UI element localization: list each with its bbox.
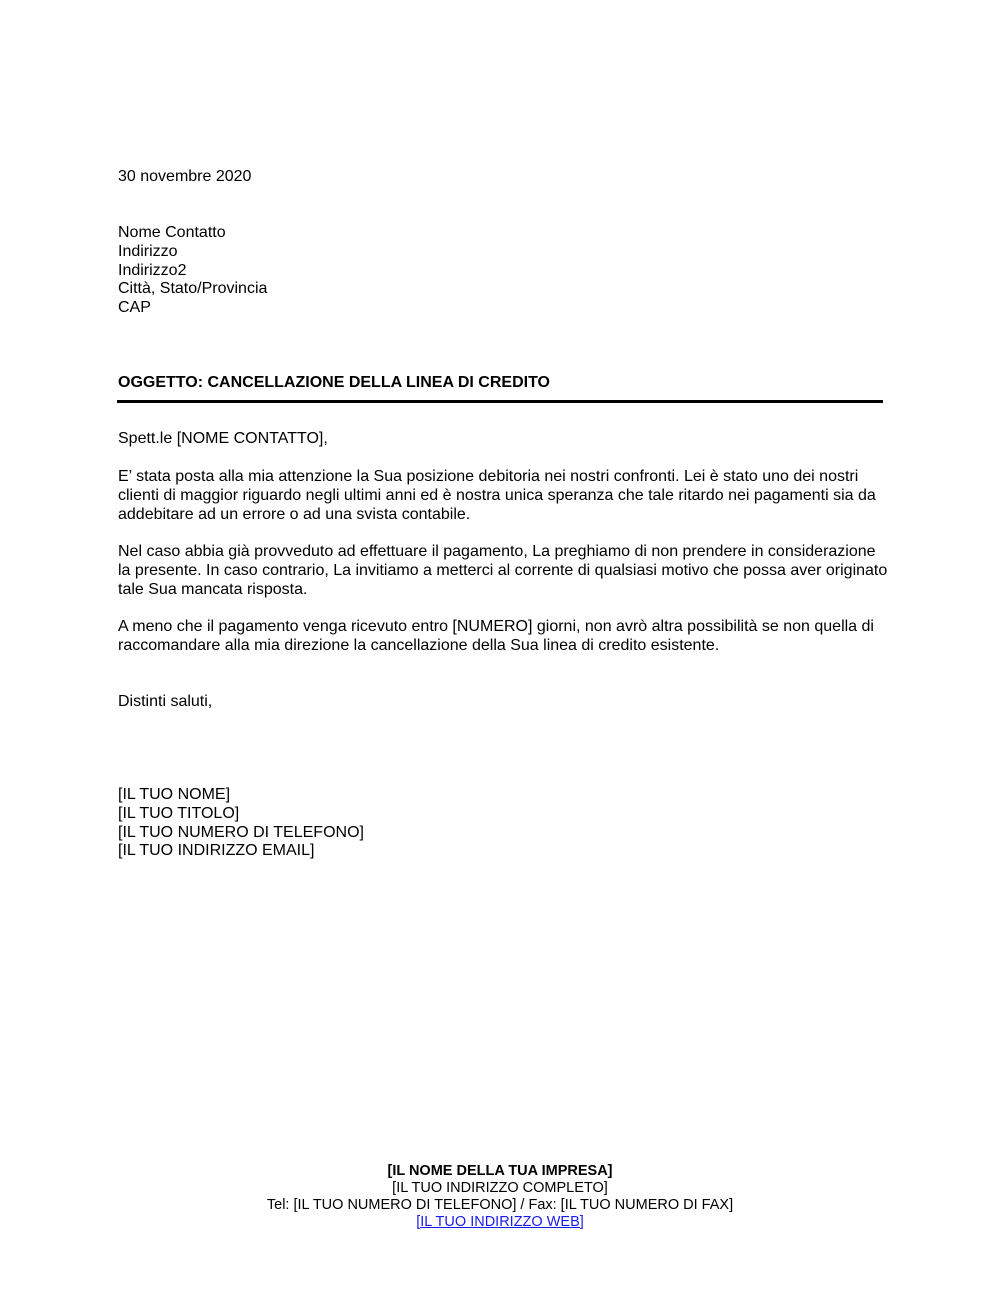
footer-web-link[interactable]: [IL TUO INDIRIZZO WEB] <box>416 1214 584 1230</box>
signature-name: [IL TUO NOME] <box>118 786 231 803</box>
signature-block <box>118 786 364 861</box>
body-paragraph-1: E’ stata posta alla mia attenzione la Sua posizione debitoria nei nostri confronti. Lei è stato uno dei nostri clienti di maggior riguardo negli ultimi anni ed è nostra unica speranza che tale ritardo nei pagamenti sia da addebitare ad un errore o ad una svista contabile. <box>118 468 876 523</box>
recipient-address-line-1: Indirizzo <box>118 242 178 260</box>
closing: Distinti saluti, <box>118 693 213 710</box>
footer-address: [IL TUO INDIRIZZO COMPLETO] <box>392 1180 608 1196</box>
recipient-address <box>118 224 267 318</box>
recipient-postal-code: CAP <box>118 299 151 317</box>
recipient-city: Città, Stato/Provincia <box>118 280 268 298</box>
signature-title: [IL TUO TITOLO] <box>118 804 240 822</box>
body-paragraph-3: A meno che il pagamento venga ricevuto entro [NUMERO] giorni, non avrò altra possibilità se non quella di raccomandare alla mia direzione la cancellazione della Sua linea di credito esistente. <box>118 618 874 654</box>
subject-divider <box>117 400 883 403</box>
recipient-address-line-2: Indirizzo2 <box>118 261 187 279</box>
letter-footer <box>0 1163 1000 1231</box>
letter-date: 30 novembre 2020 <box>118 168 252 185</box>
footer-contact: Tel: [IL TUO NUMERO DI TELEFONO] / Fax: [IL TUO NUMERO DI FAX] <box>266 1197 734 1213</box>
footer-company: [IL NOME DELLA TUA IMPRESA] <box>387 1163 613 1179</box>
signature-email: [IL TUO INDIRIZZO EMAIL] <box>118 842 315 860</box>
signature-phone: [IL TUO NUMERO DI TELEFONO] <box>118 823 364 841</box>
subject-line: OGGETTO: CANCELLAZIONE DELLA LINEA DI CREDITO <box>118 374 550 391</box>
greeting: Spett.le [NOME CONTATTO], <box>118 430 328 447</box>
body-paragraph-2: Nel caso abbia già provveduto ad effettuare il pagamento, La preghiamo di non prendere in considerazione la presente. In caso contrario, La invitiamo a metterci al corrente di qualsiasi motivo che possa aver originato tale Sua mancata risposta. <box>118 543 888 598</box>
recipient-name: Nome Contatto <box>118 224 226 241</box>
